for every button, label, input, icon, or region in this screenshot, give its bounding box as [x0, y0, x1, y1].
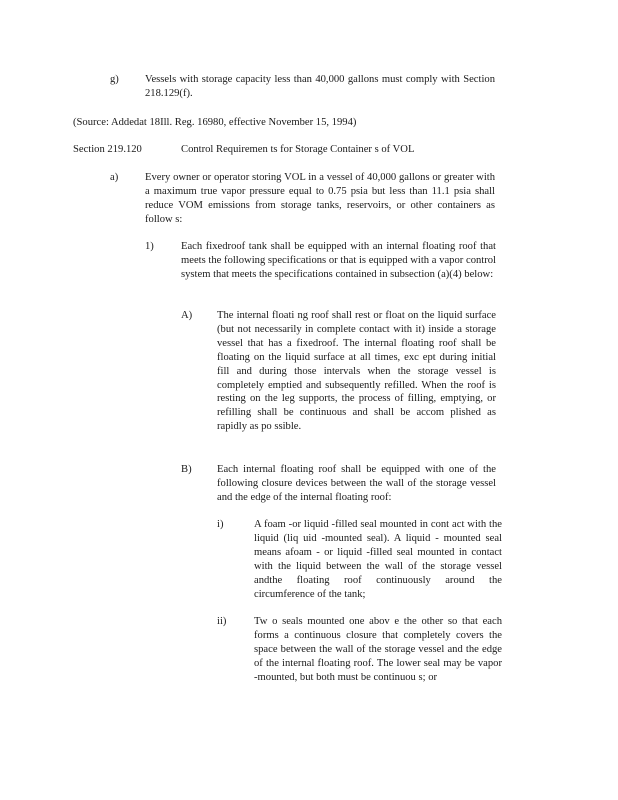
item-1-text: Each fixedroof tank shall be equipped with an internal floating roof that meets the following specifications or that is equipped with a vapor control system that meets the specifications contained in subsection (a)(4) below:	[181, 241, 496, 280]
item-g-text: Vessels with storage capacity less than 40,000 gallons must comply with Section 218.129(f).	[145, 74, 495, 99]
subsection-a-marker: a)	[110, 172, 119, 183]
item-ii-text: Tw o seals mounted one abov e the other so that each forms a continuous closure that completely covers the space between the wall of the storage vessel and the edge of the internal floating roof. The lower seal may be vapor -mounted, but both must be continuou s; or	[254, 616, 502, 683]
item-B-marker: B)	[181, 464, 192, 475]
item-A-text: The internal floati ng roof shall rest or float on the liquid surface (but not necessarily in complete contact with it) inside a storage vessel that has a fixedroof. The internal floating roof shall be floating on the liquid surface at all times, exc ept during initial fill and during those intervals when the storage vessel is completely emptied and subsequently refilled. When the roof is resting on the leg supports, the process of filling, emptying, or refilling shall be continuous and shall be accom plished as rapidly as po ssible.	[217, 310, 496, 433]
subsection-a-text: Every owner or operator storing VOL in a vessel of 40,000 gallons or greater with a maximum true vapor pressure equal to 0.75 psia but less than 11.1 psia shall reduce VOM emissions from storage tanks, reservoirs, or other containers as follow s:	[145, 172, 495, 225]
item-1-marker: 1)	[145, 241, 154, 252]
section-title: Control Requiremen ts for Storage Container s of VOL	[181, 144, 415, 155]
source-note: (Source: Addedat 18Ill. Reg. 16980, effective November 15, 1994)	[73, 117, 357, 128]
item-A-marker: A)	[181, 310, 193, 321]
item-g-marker: g)	[110, 74, 119, 85]
item-ii-marker: ii)	[217, 616, 227, 627]
section-number: Section 219.120	[73, 144, 142, 155]
item-i-marker: i)	[217, 519, 224, 530]
item-i-text: A foam -or liquid -filled seal mounted in cont act with the liquid (liq uid -mounted seal). A liquid - mounted seal means afoam - or liquid -filled seal mounted in contact with the liquid between the wall of the storage vessel andthe floating roof continuously around the circumference of the tank;	[254, 519, 502, 600]
item-B-text: Each internal floating roof shall be equipped with one of the following closure devices between the wall of the storage vessel and the edge of the internal floating roof:	[217, 464, 496, 503]
